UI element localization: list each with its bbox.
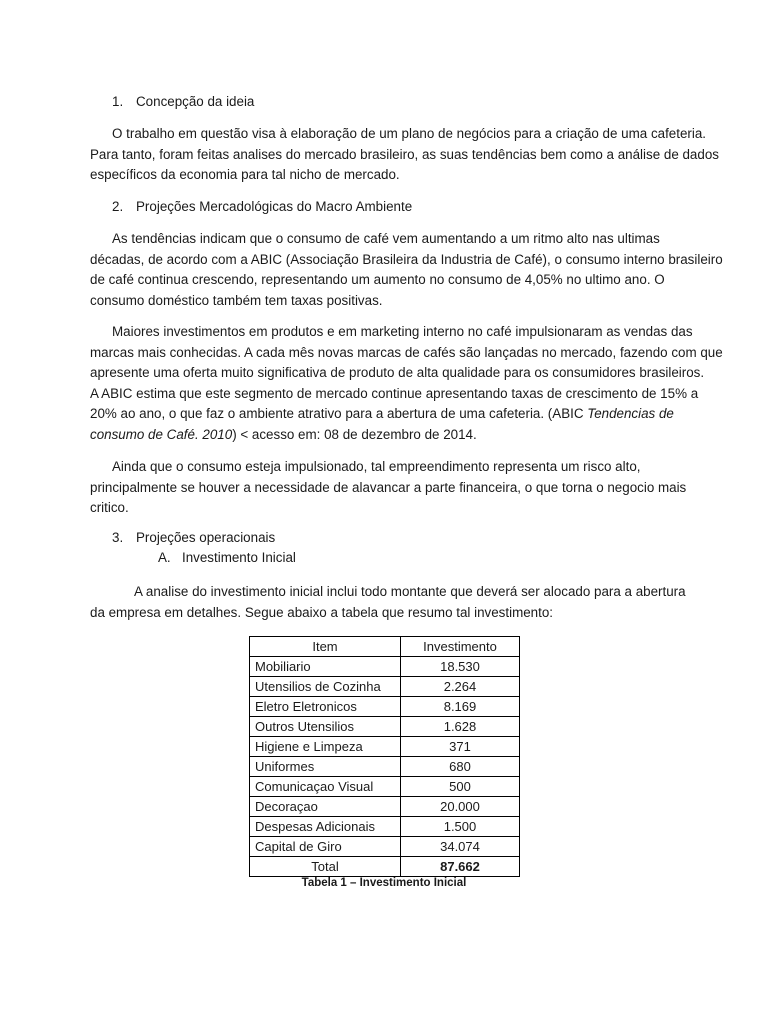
paragraph-5 <box>90 582 686 623</box>
column-header-item: Item <box>250 637 401 657</box>
cell-value: 680 <box>401 757 520 777</box>
table-row <box>250 777 520 797</box>
citation-title: consumo de Café. 2010 <box>90 426 233 442</box>
cell-value: 1.500 <box>401 817 520 837</box>
table-row <box>250 817 520 837</box>
cell-item: Eletro Eletronicos <box>250 697 401 717</box>
text-line: As tendências indicam que o consumo de café vem aumentando a um ritmo alto nas ultimas <box>112 231 660 246</box>
cell-item: Uniformes <box>250 757 401 777</box>
paragraph-2 <box>90 229 723 311</box>
section-title: Projeções operacionais <box>136 530 276 545</box>
cell-item: Utensilios de Cozinha <box>250 677 401 697</box>
cell-total-label: Total <box>250 857 401 877</box>
text-line: específicos da economia para tal nicho de mercado. <box>90 167 400 183</box>
table-row <box>250 737 520 757</box>
cell-item: Despesas Adicionais <box>250 817 401 837</box>
cell-item: Capital de Giro <box>250 837 401 857</box>
text-line: critico. <box>90 500 129 516</box>
cell-value: 2.264 <box>401 677 520 697</box>
table-caption: Tabela 1 – Investimento Inicial <box>301 877 467 889</box>
text-line: Maiores investimentos em produtos e em marketing interno no café impulsionaram as vendas das <box>112 324 693 339</box>
table-total-row <box>250 857 520 877</box>
table-row <box>250 677 520 697</box>
cell-value: 500 <box>401 777 520 797</box>
table-header-row <box>250 637 520 657</box>
text-line: décadas, de acordo com a ABIC (Associação Brasileira da Industria de Café), o consumo interno brasileiro <box>90 251 723 267</box>
cell-value: 34.074 <box>401 837 520 857</box>
cell-value: 1.628 <box>401 717 520 737</box>
section-heading-3 <box>112 529 275 547</box>
text-line: apresente uma oferta muito significativa de produto de alta qualidade para os consumidores brasileiros. <box>90 365 705 381</box>
text-line: A ABIC estima que este segmento de mercado continue apresentando taxas de crescimento de 15% a <box>90 385 699 401</box>
text-line: consumo doméstico também tem taxas positivas. <box>90 292 383 308</box>
cell-value: 18.530 <box>401 657 520 677</box>
text-line: da empresa em detalhes. Segue abaixo a tabela que resumo tal investimento: <box>90 604 554 620</box>
text-line: Ainda que o consumo esteja impulsionado, tal empreendimento representa um risco alto, <box>112 459 641 474</box>
cell-item: Comunicaçao Visual <box>250 777 401 797</box>
paragraph-1 <box>90 124 719 186</box>
paragraph-3 <box>90 322 723 446</box>
section-number: 2. <box>112 199 124 214</box>
column-header-investimento: Investimento <box>401 637 520 657</box>
cell-item: Outros Utensilios <box>250 717 401 737</box>
cell-item: Decoraçao <box>250 797 401 817</box>
section-number: 1. <box>112 94 124 109</box>
cell-value: 20.000 <box>401 797 520 817</box>
text-line <box>90 404 680 425</box>
citation-title: Tendencias de <box>587 406 674 422</box>
subsection-heading-a <box>158 549 296 567</box>
table-row <box>250 757 520 777</box>
cell-item: Higiene e Limpeza <box>250 737 401 757</box>
section-heading-1 <box>112 93 254 111</box>
text-line: O trabalho em questão visa à elaboração de um plano de negócios para a criação de uma cafeteria. <box>112 126 707 141</box>
cell-total-value: 87.662 <box>401 857 520 877</box>
table-row <box>250 657 520 677</box>
cell-value: 8.169 <box>401 697 520 717</box>
text-run: 20% ao ano, o que faz o ambiente atrativo para a abertura de uma cafeteria. (ABIC <box>90 406 588 422</box>
text-line: A analise do investimento inicial inclui todo montante que deverá ser alocado para a abertura <box>134 584 686 599</box>
table-row <box>250 837 520 857</box>
text-line: principalmente se houver a necessidade de alavancar a parte financeira, o que torna o negocio mais <box>90 479 687 495</box>
cell-value: 371 <box>401 737 520 757</box>
table-row <box>250 697 520 717</box>
section-heading-2 <box>112 198 412 216</box>
section-title: Investimento Inicial <box>182 550 296 565</box>
investment-table <box>249 636 520 877</box>
text-line: marcas mais conhecidas. A cada mês novas marcas de cafés são lançadas no mercado, fazendo com que <box>90 344 723 360</box>
section-number: A. <box>158 550 171 565</box>
text-line <box>90 425 680 446</box>
section-title: Projeções Mercadológicas do Macro Ambiente <box>136 199 413 214</box>
section-number: 3. <box>112 530 124 545</box>
cell-item: Mobiliario <box>250 657 401 677</box>
section-title: Concepção da ideia <box>136 94 255 109</box>
paragraph-4 <box>90 457 687 519</box>
text-line: Para tanto, foram feitas analises do mercado brasileiro, as suas tendências bem como a análise de dados <box>90 146 719 162</box>
table-row <box>250 797 520 817</box>
text-line: de café continua crescendo, representando um aumento no consumo de 4,05% no ultimo ano. O <box>90 272 665 288</box>
text-run: ) < acesso em: 08 de dezembro de 2014. <box>232 426 477 442</box>
table-row <box>250 717 520 737</box>
